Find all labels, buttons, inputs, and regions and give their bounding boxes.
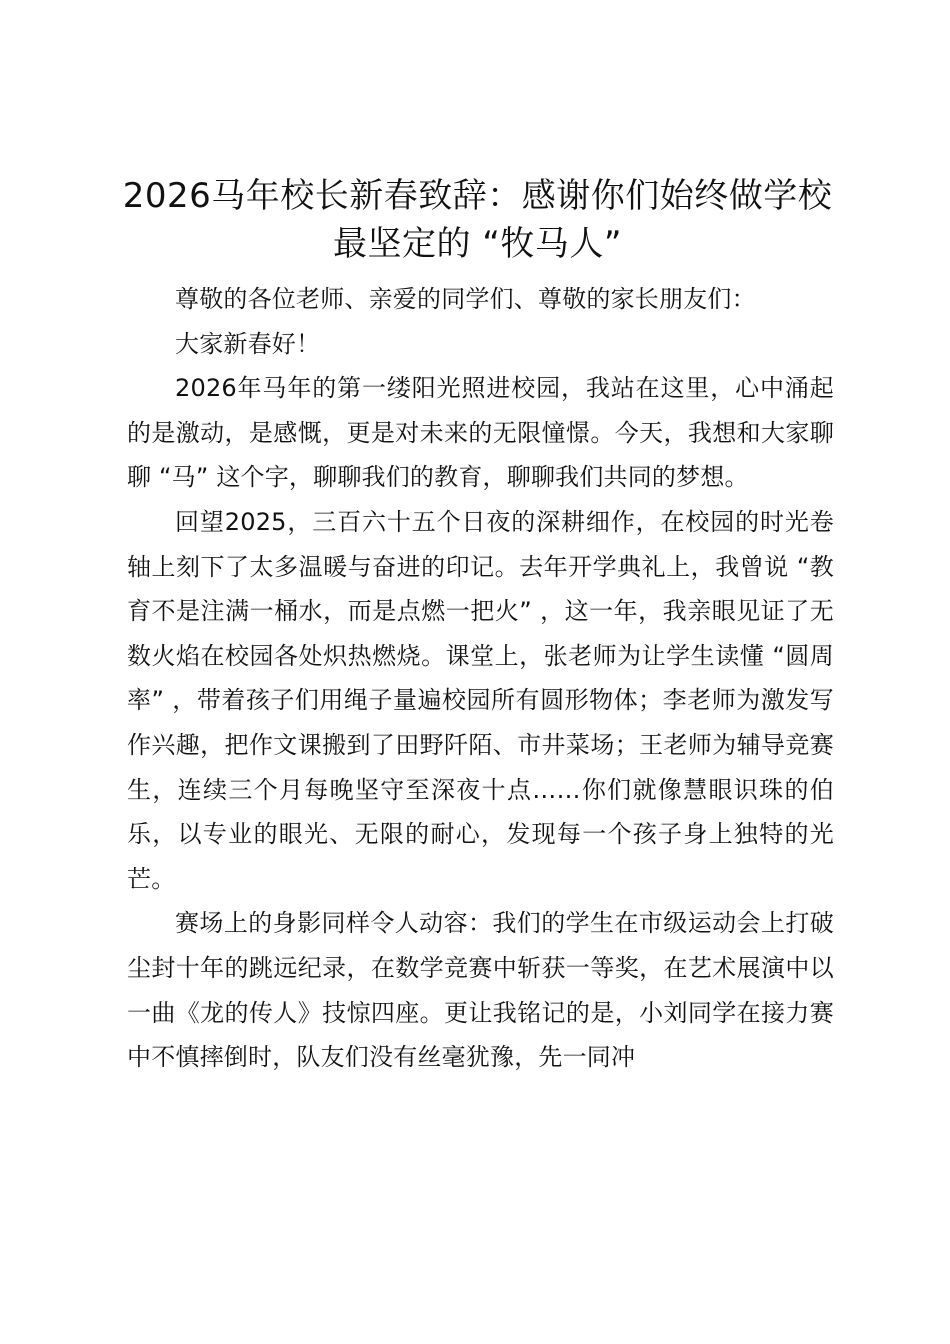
body-paragraph: 回望2025，三百六十五个日夜的深耕细作，在校园的时光卷轴上刻下了太多温暖与奋进的印记。去年开学典礼上，我曾说 “教育不是注满一桶水，而是点燃一把火” ，这一年，我亲眼见证了无数火焰在校园各处炽热燃烧。课堂上，张老师为让学生读懂 “圆周率” ，带着孩子们用绳子量遍校园所有圆形物体；李老师为激发写作兴趣，把作文课搬到了田野阡陌、市井菜场；王老师为辅导竞赛生，连续三个月每晚坚守至深夜十点……你们就像慧眼识珠的伯乐，以专业的眼光、无限的耐心，发现每一个孩子身上独特的光芒。 bbox=[127, 507, 834, 893]
document-body bbox=[127, 277, 834, 1080]
salutation-paragraph: 尊敬的各位老师、亲爱的同学们、尊敬的家长朋友们： bbox=[175, 285, 756, 313]
document-title: 2026马年校长新春致辞：感谢你们始终做学校最坚定的 “牧马人” bbox=[122, 176, 833, 264]
body-paragraph: 赛场上的身影同样令人动容：我们的学生在市级运动会上打破尘封十年的跳远纪录，在数学竞赛中斩获一等奖，在艺术展演中以一曲《龙的传人》技惊四座。更让我铭记的是，小刘同学在接力赛中不慎摔倒时，队友们没有丝毫犹豫，先一同冲 bbox=[127, 909, 834, 1072]
greeting-paragraph: 大家新春好！ bbox=[175, 329, 321, 358]
body-paragraph: 2026年马年的第一缕阳光照进校园，我站在这里，心中涌起的是激动，是感慨，更是对未来的无限憧憬。今天，我想和大家聊聊 “马” 这个字，聊聊我们的教育，聊聊我们共同的梦想。 bbox=[127, 374, 834, 492]
